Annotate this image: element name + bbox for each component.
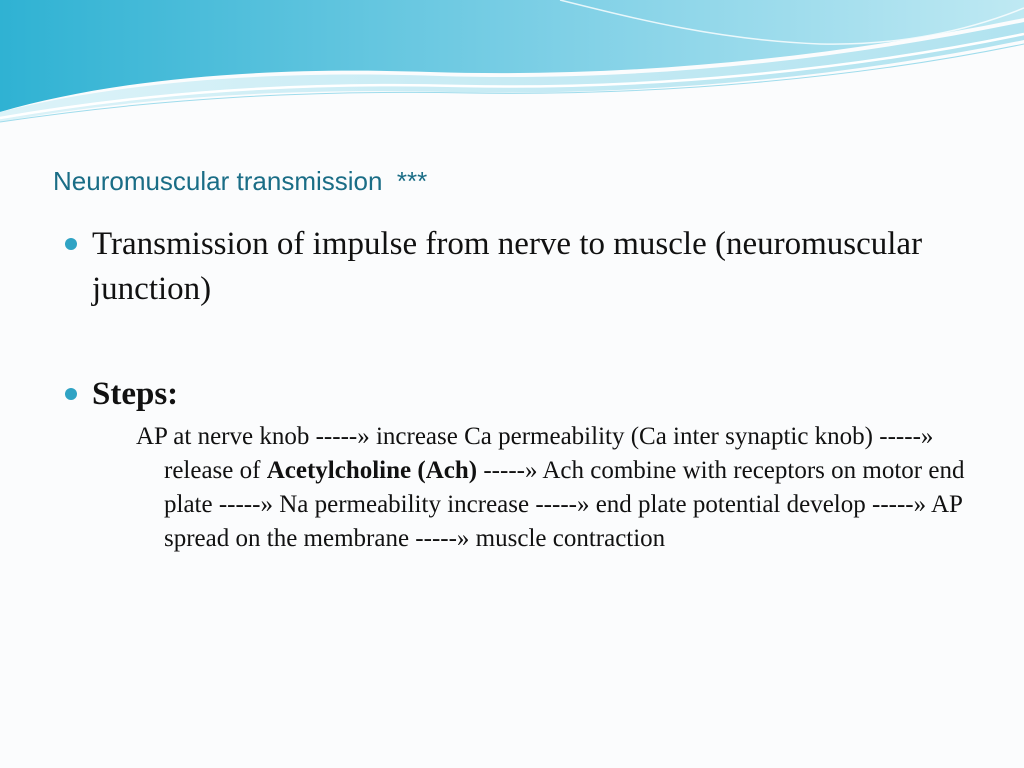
slide-title: Neuromuscular transmission *** <box>53 166 428 196</box>
header-wave-decoration <box>0 0 1024 130</box>
bullet-dot-icon <box>65 238 77 250</box>
steps-text-part-1: AP at nerve knob -----» increase Ca permeability (Ca inter synaptic knob) -----» release of <box>136 423 934 484</box>
bullet-dot-icon <box>65 388 77 400</box>
bullet-item-steps <box>60 372 980 417</box>
bullet-item-transmission <box>60 222 980 312</box>
steps-description <box>136 420 994 556</box>
bullet-text: Transmission of impulse from nerve to muscle (neuromuscular junction) <box>92 226 923 307</box>
bullet-text: Steps: <box>92 376 179 412</box>
steps-text-part-2: -----» Ach combine with receptors on motor end plate -----» Na permeability increase -----» end plate potential develop -----» AP spread on the membrane -----» muscle contraction <box>164 457 965 552</box>
acetylcholine-term: Acetylcholine (Ach) <box>266 457 478 484</box>
